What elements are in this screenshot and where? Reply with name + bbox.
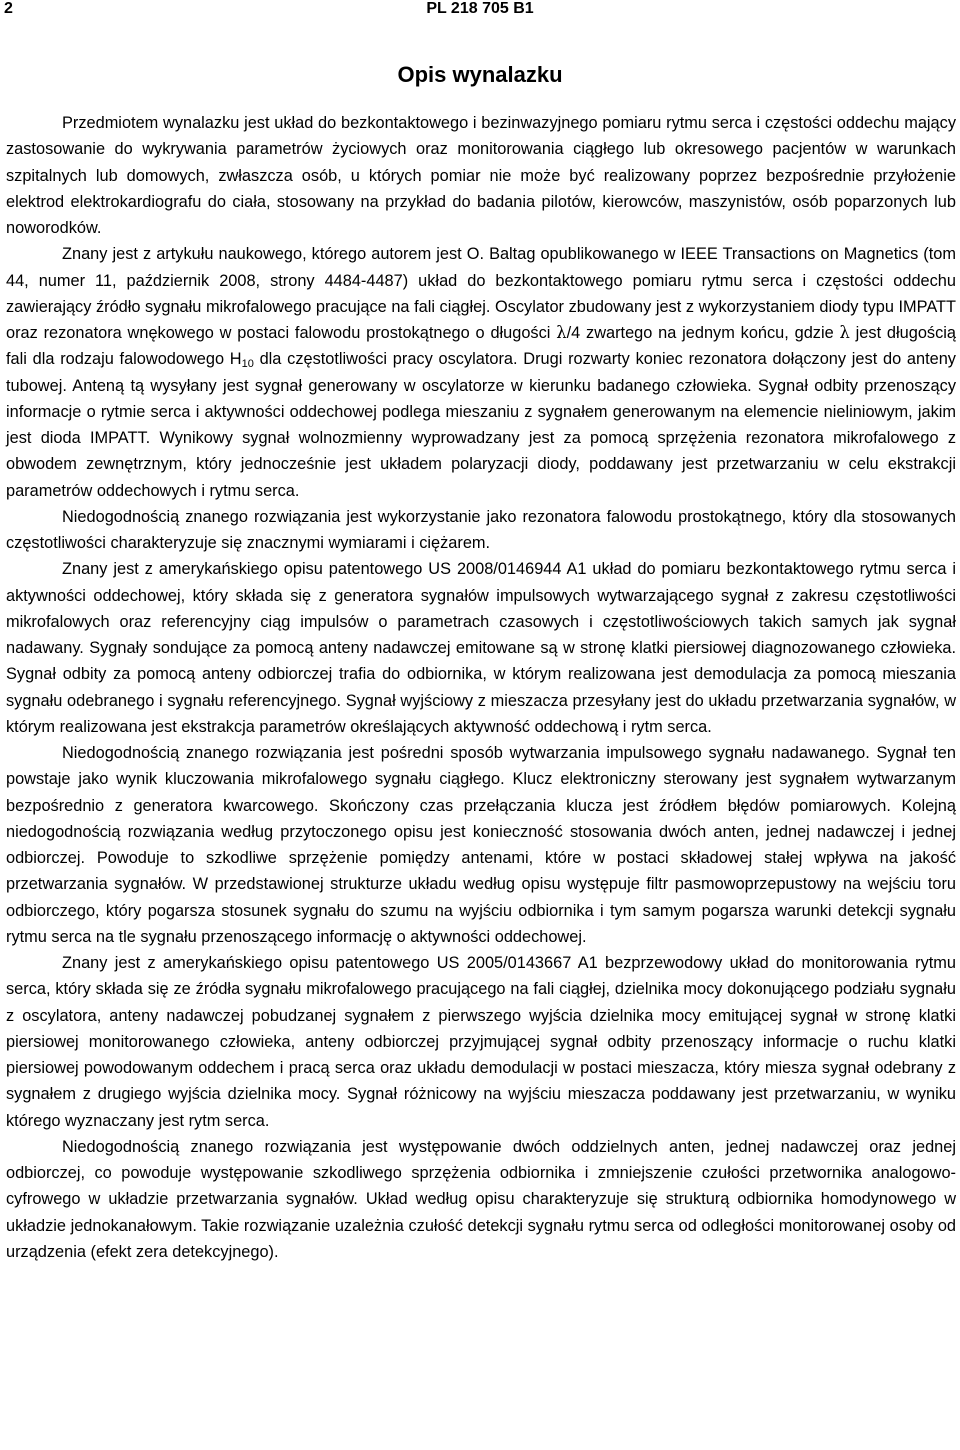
paragraph-subject: Przedmiotem wynalazku jest układ do bezkontaktowego i bezinwazyjnego pomiaru rytmu serca i częstości oddechu mający zastosowanie do wykrywania parametrów życiowych oraz monitorowania ciągłego lub okresowego pacjentów w warunkach szpitalnych lub domowych, zwłaszcza osób, u których pomiar nie może być realizowany poprzez bezpośrednie przyłożenie elektrod elektrokardiografu do ciała, stosowany na przykład do badania pilotów, kierowców, maszynistów, osób poparzonych lub noworodków.: [6, 114, 956, 237]
document-body: [6, 110, 956, 1265]
text-segment: jest długością fali dla rodzaju falowodowego H: [6, 324, 956, 369]
subscript: 10: [241, 358, 254, 371]
text-segment: dla częstotliwości pracy oscylatora. Drugi rozwarty koniec rezonatora dołączony jest do anteny tubowej. Anteną tą wysyłany jest sygnał generowany w oscylatorze w kierunku badanego człowieka. Sygnał odbity przenoszący informacje o rytmie serca i aktywności oddechowej podlega mieszaniu z sygnałem generowanym na elemencie nieliniowym, jakim jest dioda IMPATT. Wynikowy sygnał wolnozmienny wyprowadzany jest za pomocą sprzężenia rezonatora mikrofalowego z obwodem zewnętrznym, który jednocześnie jest układem polaryzacji diody, poddawany jest przetwarzaniu w celu ekstrakcji parametrów oddechowych i rytmu serca.: [6, 350, 956, 500]
paragraph-prior-art-us2008: Znany jest z amerykańskiego opisu patentowego US 2008/0146944 A1 układ do pomiaru bezkontaktowego rytmu serca i aktywności oddechowej, który składa się z generatora sygnałów impulsowych wytwarzającego sygnał z zakresu częstotliwości mikrofalowych oraz referencyjny ciąg impulsów o parametrach czasowych i częstotliwościowych takich samych jak sygnał nadawany. Sygnały sondujące za pomocą anteny nadawczej emitowane są w stronę klatki piersiowej diagnozowanego człowieka. Sygnał odbity za pomocą anteny odbiorczej trafia do odbiornika, w którym realizowana jest demodulacja za pomocą mieszania sygnału odebranego i sygnału referencyjnego. Sygnał wyjściowy z mieszacza przesyłany jest do układu przetwarzania sygnałów, w którym realizowana jest ekstrakcja parametrów określających aktywność oddechową i rytm serca.: [6, 560, 956, 736]
paragraph-prior-art-us2005: Znany jest z amerykańskiego opisu patentowego US 2005/0143667 A1 bezprzewodowy układ do monitorowania rytmu serca, który składa się ze źródła sygnału mikrofalowego pracującego na fali ciągłej, dzielnika mocy dokonującego podziału sygnału z oscylatora, anteny nadawczej pobudzanej sygnałem z pierwszego wyjścia dzielnika mocy emitującej sygnał w stronę klatki piersiowej monitorowanego człowieka, anteny odbiorczej przyjmującej sygnał odbity przenoszący informacje o ruchu klatki piersiowej powodowanym oddechem i pracą serca oraz układu demodulacji w postaci mieszacza, który miesza sygnał odebrany z sygnałem z drugiego wyjścia dzielnika mocy. Sygnał różnicowy na wyjściu mieszacza poddawany jest przetwarzaniu, w wyniku którego wyznaczany jest rytm serca.: [6, 954, 956, 1130]
page-header: [0, 0, 960, 22]
page-title: Opis wynalazku: [397, 62, 563, 87]
page-number: 2: [4, 0, 13, 17]
paragraph-drawback-3: Niedogodnością znanego rozwiązania jest występowanie dwóch oddzielnych anten, jednej nadawczej oraz jednej odbiorczej, co powoduje występowanie szkodliwego sprzężenia odbiornika i zmniejszenie czułości przetwornika analogowo-cyfrowego w układzie przetwarzania sygnałów. Układ według opisu charakteryzuje się strukturą odbiornika homodynowego w układzie jednokanałowym. Takie rozwiązanie uzależnia czułość detekcji sygnału rytmu serca od odległości monitorowanej osoby od urządzenia (efekt zera detekcyjnego).: [6, 1137, 956, 1261]
document-id: PL 218 705 B1: [426, 0, 534, 17]
lambda-symbol: λ: [839, 323, 850, 342]
paragraph-prior-art-baltag: [6, 241, 956, 504]
text-segment: /4 zwartego na jednym końcu, gdzie: [566, 324, 840, 342]
text-segment: Znany jest z artykułu naukowego, którego autorem jest O. Baltag opublikowanego w IEEE Transactions on Magnetics (tom 44, numer 11, październik 2008, strony 4484-4487) układ do bezkontaktowego pomiaru rytmu serca i częstości oddechu zawierający źródło sygnału mikrofalowego pracujące na fali ciągłej. Oscylator zbudowany jest z wykorzystaniem diody typu IMPATT oraz rezonatora wnękowego w postaci falowodu prostokątnego o długości: [6, 245, 956, 342]
lambda-symbol: λ: [556, 323, 567, 342]
paragraph-drawback-1: Niedogodnością znanego rozwiązania jest wykorzystanie jako rezonatora falowodu prostokątnego, który dla stosowanych częstotliwości charakteryzuje się znacznymi wymiarami i ciężarem.: [6, 507, 956, 552]
paragraph-drawback-2: Niedogodnością znanego rozwiązania jest pośredni sposób wytwarzania impulsowego sygnału nadawanego. Sygnał ten powstaje jako wynik kluczowania mikrofalowego sygnału ciągłego. Klucz elektroniczny sterowany jest sygnałem wytwarzanym bezpośrednio z generatora kwarcowego. Skończony czas przełączania klucza jest źródłem błędów pomiarowych. Kolejną niedogodnością rozwiązania według przytoczonego opisu jest konieczność stosowania dwóch anten, jednej nadawczej i jednej odbiorczej. Powoduje to szkodliwe sprzężenie pomiędzy antenami, które w postaci składowej stałej wpływa na jakość przetwarzania sygnałów. W przedstawionej strukturze układu według opisu występuje filtr pasmowoprzepustowy na wejściu toru odbiorczego, który pogarsza stosunek sygnału do szumu na wyjściu odbiornika i tym samym pogarsza warunki detekcji sygnału rytmu serca na tle sygnału przenoszącego informację o aktywności oddechowej.: [6, 744, 956, 946]
